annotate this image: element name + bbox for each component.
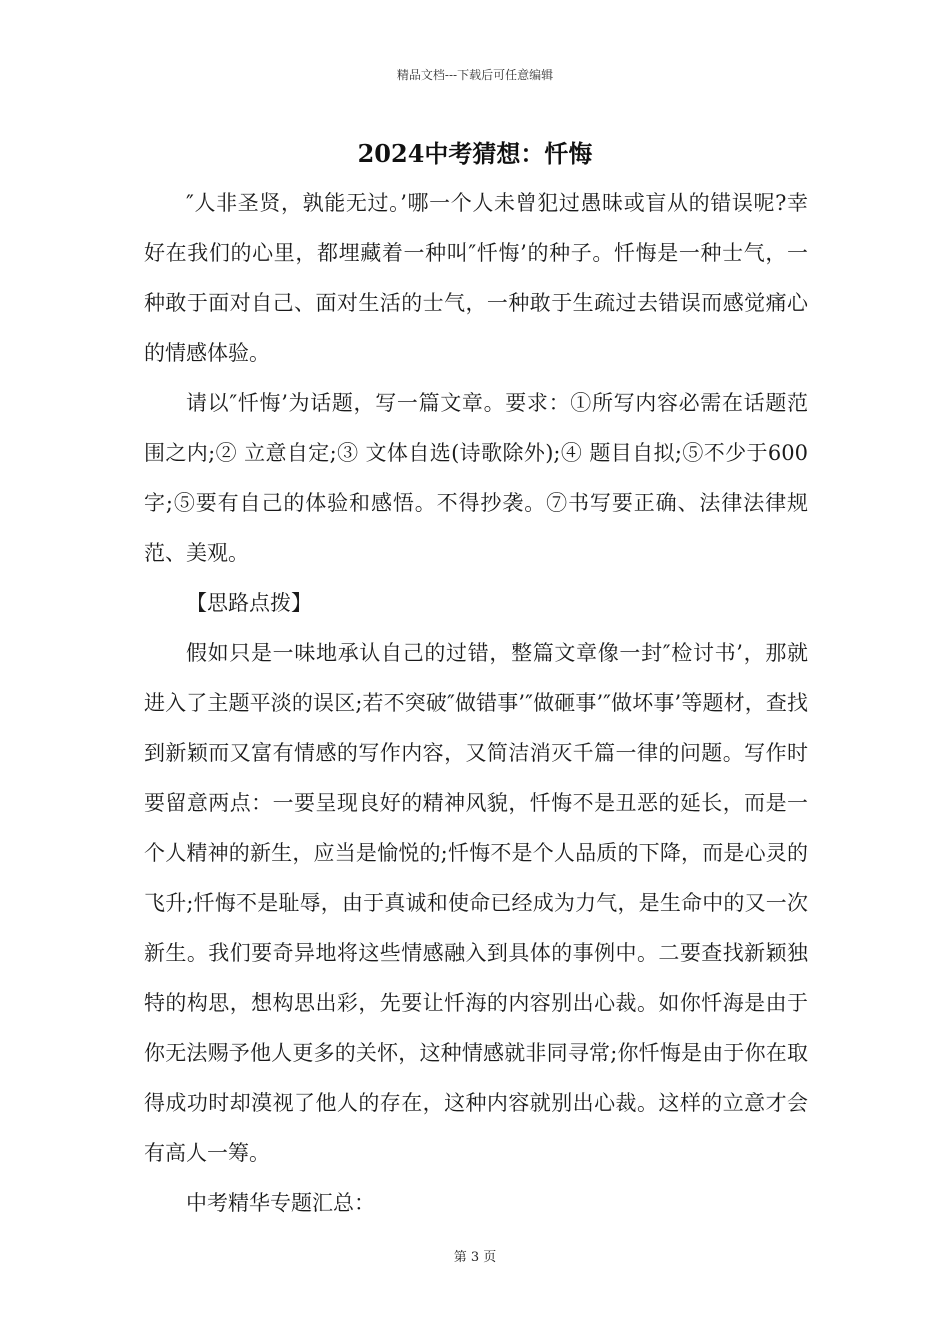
paragraph-guidance: 假如只是一味地承认自己的过错，整篇文章像一封″检讨书’，那就进入了主题平淡的误区;若不突破″做错事’″做砸事’″做坏事’等题材，查找到新颖而又富有情感的写作内容，又简洁消灭千篇一律的问题。写作时要留意两点：一要呈现良好的精神风貌，忏悔不是丑恶的延长，而是一个人精神的新生，应当是愉悦的;忏悔不是个人品质的下降，而是心灵的飞升;忏悔不是耻辱，由于真诚和使命已经成为力气，是生命中的又一次新生。我们要奇异地将这些情感融入到具体的事例中。二要查找新颖独特的构思，想构思出彩，先要让忏海的内容别出心裁。如你忏海是由于你无法赐予他人更多的关怀，这种情感就非同寻常;你忏悔是由于你在取得成功时却漠视了他人的存在，这种内容就别出心裁。这样的立意才会有高人一筹。 <box>144 641 808 1165</box>
page-number: 第 3 页 <box>453 1250 497 1265</box>
paragraph-requirements: 请以″忏悔’为话题，写一篇文章。要求：①所写内容必需在话题范围之内;② 立意自定;③ 文体自选(诗歌除外);④ 题目自拟;⑤不少于600字;⑤要有自己的体验和感悟。不得抄袭。⑦书写要正确、法律法律规范、美观。 <box>144 391 808 565</box>
document-title: 2024中考猜想：忏悔 <box>357 139 593 168</box>
paragraph-intro: ″人非圣贤，孰能无过。’哪一个人未曾犯过愚昧或盲从的错误呢?幸好在我们的心里，都埋藏着一种叫″忏悔’的种子。忏悔是一种士气，一种敢于面对自己、面对生活的士气，一种敢于生疏过去错误而感觉痛心的情感体验。 <box>144 191 808 365</box>
page-header: 精品文档---下载后可任意编辑 <box>396 68 554 82</box>
paragraph-section-heading: 【思路点拨】 <box>186 591 312 615</box>
document-body <box>144 178 808 1228</box>
paragraph-summary-heading: 中考精华专题汇总： <box>186 1191 375 1215</box>
